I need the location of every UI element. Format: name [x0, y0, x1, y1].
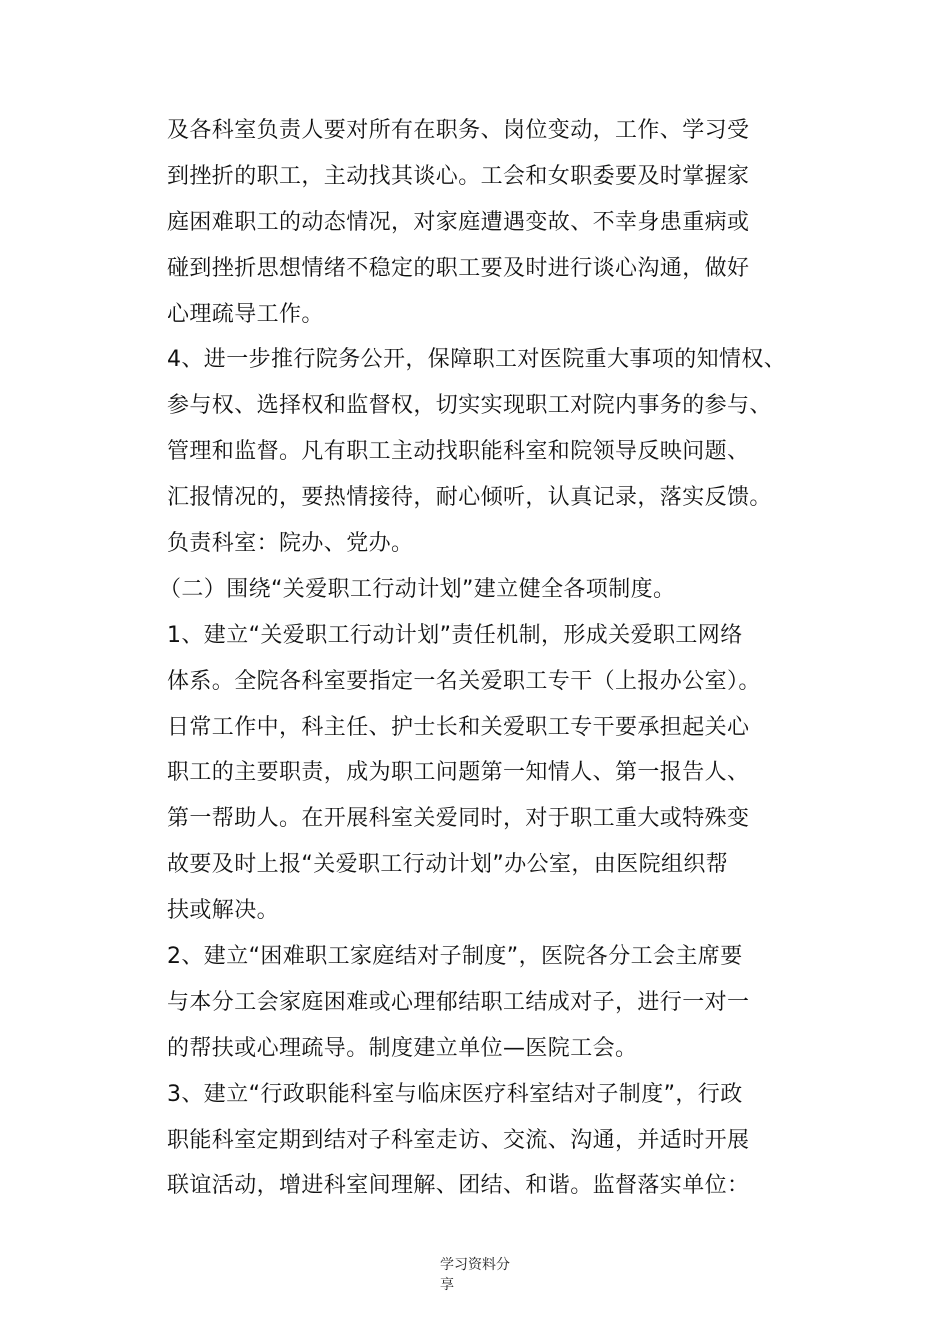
text-line: 与本分工会家庭困难或心理郁结职工结成对子，进行一对一: [167, 989, 750, 1015]
text-line: 管理和监督。凡有职工主动找职能科室和院领导反映问题、: [167, 439, 750, 465]
text-line: 庭困难职工的动态情况，对家庭遭遇变故、不幸身患重病或: [167, 209, 750, 235]
text-line: 2、建立“困难职工家庭结对子制度”，医院各分工会主席要: [167, 944, 743, 970]
text-line: 碰到挫折思想情绪不稳定的职工要及时进行谈心沟通，做好: [167, 255, 750, 281]
text-line: 负责科室：院办、党办。: [167, 531, 414, 557]
text-line: 第一帮助人。在开展科室关爱同时，对于职工重大或特殊变: [167, 806, 750, 832]
text-line: 职能科室定期到结对子科室走访、交流、沟通，并适时开展: [167, 1127, 750, 1153]
footer-line: 学习资料分: [440, 1257, 510, 1273]
text-line: 1、建立“关爱职工行动计划”责任机制，形成关爱职工网络: [167, 622, 743, 648]
text-line: 及各科室负责人要对所有在职务、岗位变动，工作、学习受: [167, 118, 750, 143]
text-line: 扶或解决。: [167, 898, 280, 924]
footer-line: 享: [440, 1277, 454, 1293]
document-body: [159, 108, 847, 1209]
text-line: 故要及时上报“关爱职工行动计划”办公室，由医院组织帮: [167, 852, 729, 878]
section-heading: （二）围绕“关爱职工行动计划”建立健全各项制度。: [159, 576, 676, 602]
text-line: 的帮扶或心理疏导。制度建立单位—医院工会。: [167, 1035, 638, 1061]
text-line: 到挫折的职工，主动找其谈心。工会和女职委要及时掌握家: [167, 163, 750, 189]
text-line: 汇报情况的，要热情接待，耐心倾听，认真记录，落实反馈。: [167, 485, 772, 511]
text-line: 心理疏导工作。: [167, 301, 324, 327]
text-line: 联谊活动，增进科室间理解、团结、和谐。监督落实单位：: [167, 1173, 750, 1199]
text-line: 4、进一步推行院务公开，保障职工对医院重大事项的知情权、: [167, 347, 787, 373]
text-line: 职工的主要职责，成为职工问题第一知情人、第一报告人、: [167, 760, 750, 786]
text-line: 体系。全院各科室要指定一名关爱职工专干（上报办公室）。: [167, 668, 761, 694]
text-line: 日常工作中，科主任、护士长和关爱职工专干要承担起关心: [167, 714, 750, 740]
text-line: 3、建立“行政职能科室与临床医疗科室结对子制度”，行政: [167, 1081, 743, 1107]
page-footer: [440, 1255, 520, 1295]
text-line: 参与权、选择权和监督权，切实实现职工对院内事务的参与、: [167, 393, 772, 419]
